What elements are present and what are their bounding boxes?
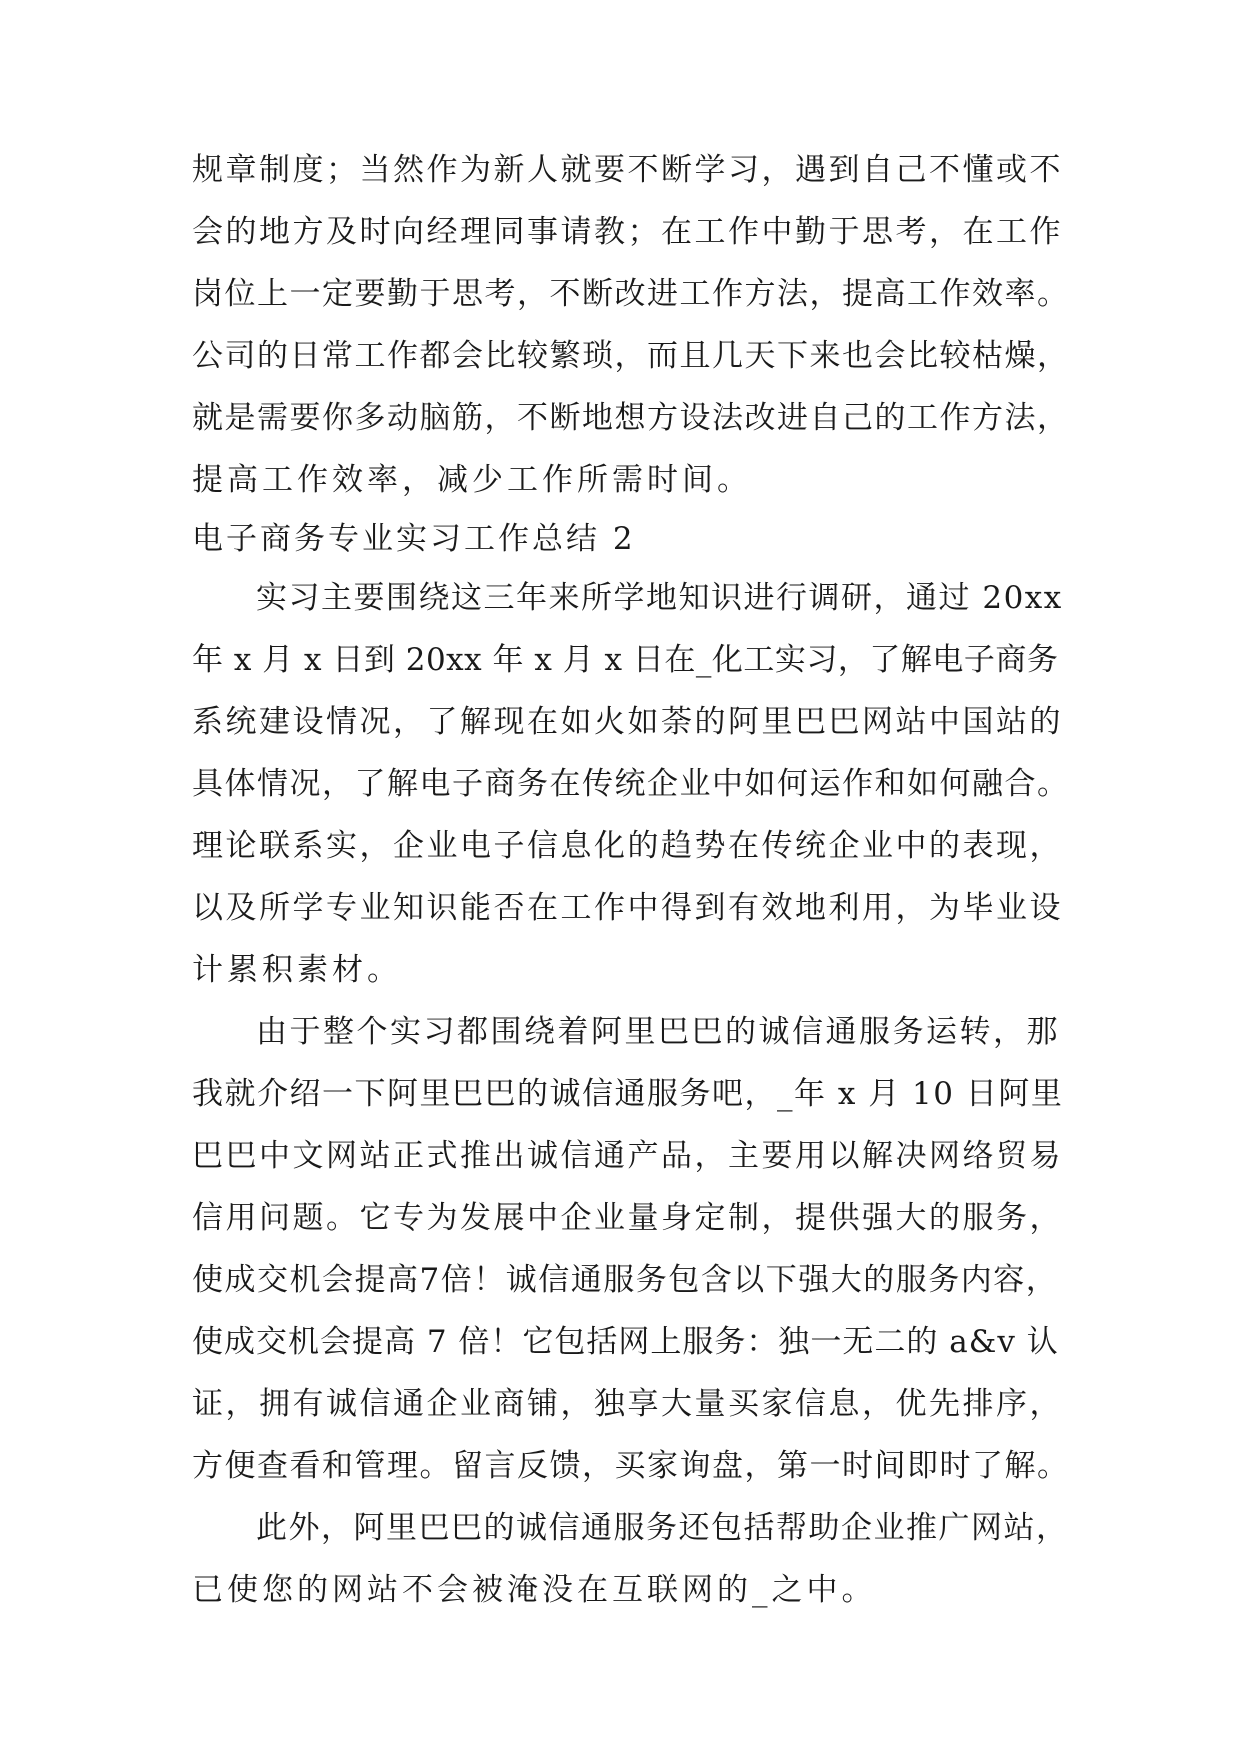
text-line: 使成交机会提高 7 倍！它包括网上服务：独一无二的 a&v 认 [192,1324,1059,1360]
text-line: 已使您的网站不会被淹没在互联网的_之中。 [192,1572,877,1608]
text-line: 就是需要你多动脑筋，不断地想方设法改进自己的工作方法， [192,400,1070,436]
text-line: 使成交机会提高7倍！诚信通服务包含以下强大的服务内容， [192,1262,1059,1298]
text-line: 提高工作效率，减少工作所需时间。 [192,462,752,498]
text-line: 具体情况，了解电子商务在传统企业中如何运作和如何融合。 [192,766,1070,802]
text-line: 我就介绍一下阿里巴巴的诚信通服务吧，_年 x 月 10 日阿里 [192,1076,1064,1112]
section-heading: 电子商务专业实习工作总结 2 [192,521,636,557]
text-line: 方便查看和管理。留言反馈，买家询盘，第一时间即时了解。 [192,1448,1070,1484]
text-line: 信用问题。它专为发展中企业量身定制，提供强大的服务， [192,1200,1063,1236]
text-line: 证，拥有诚信通企业商铺，独享大量买家信息，优先排序， [192,1386,1063,1422]
text-line: 此外，阿里巴巴的诚信通服务还包括帮助企业推广网站， [256,1510,1069,1546]
text-line: 岗位上一定要勤于思考，不断改进工作方法，提高工作效率。 [192,276,1070,312]
text-line: 会的地方及时向经理同事请教；在工作中勤于思考，在工作 [192,214,1063,250]
text-line: 年 x 月 x 日到 20xx 年 x 月 x 日在_化工实习，了解电子商务 [192,642,1059,678]
text-line: 巴巴中文网站正式推出诚信通产品，主要用以解决网络贸易 [192,1138,1063,1174]
text-line: 规章制度；当然作为新人就要不断学习，遇到自己不懂或不 [192,152,1063,188]
text-line: 系统建设情况，了解现在如火如荼的阿里巴巴网站中国站的 [192,704,1063,740]
text-line: 由于整个实习都围绕着阿里巴巴的诚信通服务运转，那 [256,1014,1060,1050]
text-line: 实习主要围绕这三年来所学地知识进行调研，通过 20xx [256,580,1063,616]
text-line: 公司的日常工作都会比较繁琐，而且几天下来也会比较枯燥， [192,338,1070,374]
text-line: 理论联系实，企业电子信息化的趋势在传统企业中的表现， [192,828,1063,864]
text-line: 以及所学专业知识能否在工作中得到有效地利用，为毕业设 [192,890,1063,926]
text-line: 计累积素材。 [192,952,402,988]
